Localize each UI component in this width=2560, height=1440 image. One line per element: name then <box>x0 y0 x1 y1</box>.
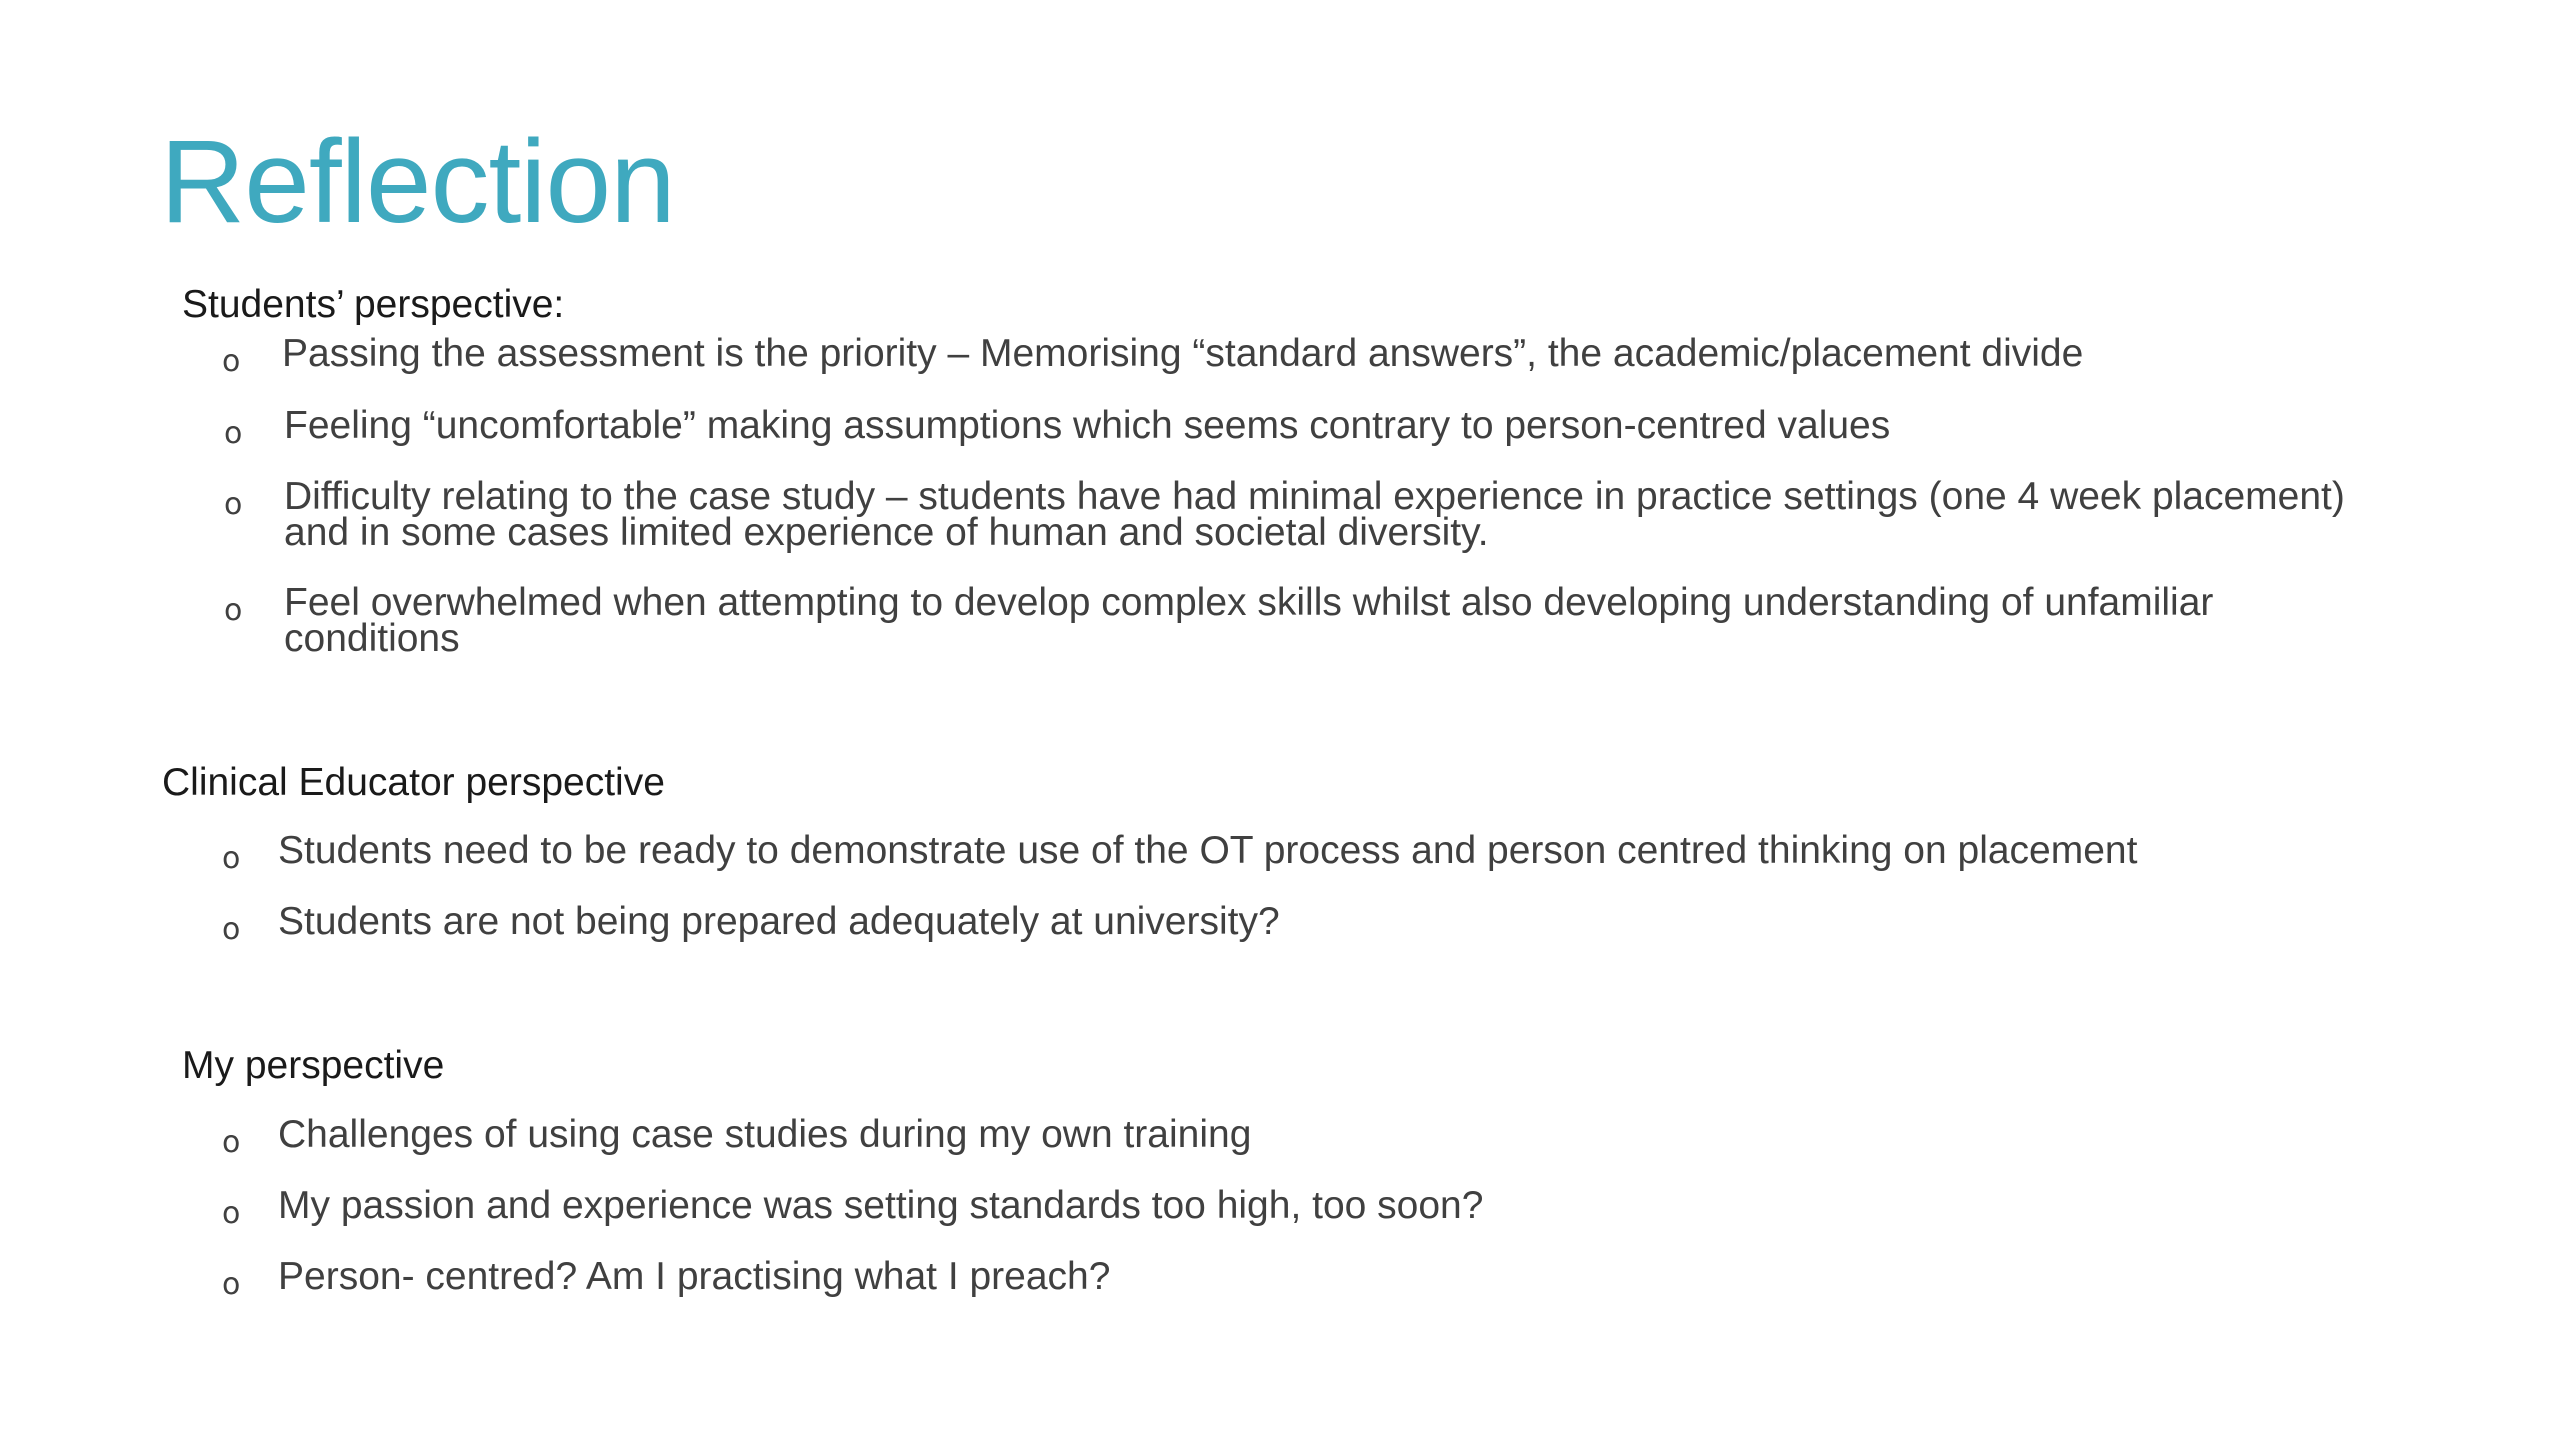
bullet-circle-icon: o <box>222 344 241 379</box>
bullet-circle-icon: o <box>224 416 243 451</box>
bullet-circle-icon: o <box>222 912 241 947</box>
list-item <box>222 1113 1252 1163</box>
my-perspective-heading: My perspective <box>182 1044 445 1087</box>
list-item <box>222 332 2084 382</box>
list-item <box>222 1184 1484 1234</box>
list-item <box>222 475 2384 554</box>
bullet-text: Passing the assessment is the priority – Memorising “standard answers”, the academic/placement divide <box>282 332 2084 375</box>
bullet-circle-icon: o <box>224 487 243 522</box>
bullet-text: Students need to be ready to demonstrate use of the OT process and person centred thinking on placement <box>278 829 2138 872</box>
clinical-educator-heading: Clinical Educator perspective <box>162 761 665 804</box>
students-perspective-heading: Students’ perspective: <box>182 283 565 326</box>
bullet-circle-icon: o <box>224 593 243 628</box>
bullet-circle-icon: o <box>222 1267 241 1302</box>
bullet-text: Difficulty relating to the case study – students have had minimal experience in practice settings (one 4 week placement) and in some cases limited experience of human and societal diversity. <box>284 475 2345 554</box>
bullet-text: Person- centred? Am I practising what I preach? <box>278 1255 1111 1298</box>
bullet-circle-icon: o <box>222 1196 241 1231</box>
slide-title: Reflection <box>160 116 675 248</box>
bullet-circle-icon: o <box>222 841 241 876</box>
bullet-text: Students are not being prepared adequately at university? <box>278 900 1280 943</box>
list-item <box>222 829 2138 879</box>
bullet-text: Feeling “uncomfortable” making assumptions which seems contrary to person-centred values <box>284 404 1891 447</box>
list-item <box>222 581 2384 660</box>
bullet-text: Challenges of using case studies during my own training <box>278 1113 1252 1156</box>
list-item <box>222 900 1280 950</box>
bullet-text: Feel overwhelmed when attempting to develop complex skills whilst also developing understanding of unfamiliar conditions <box>284 581 2214 660</box>
bullet-circle-icon: o <box>222 1125 241 1160</box>
list-item <box>222 1255 1111 1305</box>
list-item <box>222 404 1891 454</box>
bullet-text: My passion and experience was setting standards too high, too soon? <box>278 1184 1484 1227</box>
